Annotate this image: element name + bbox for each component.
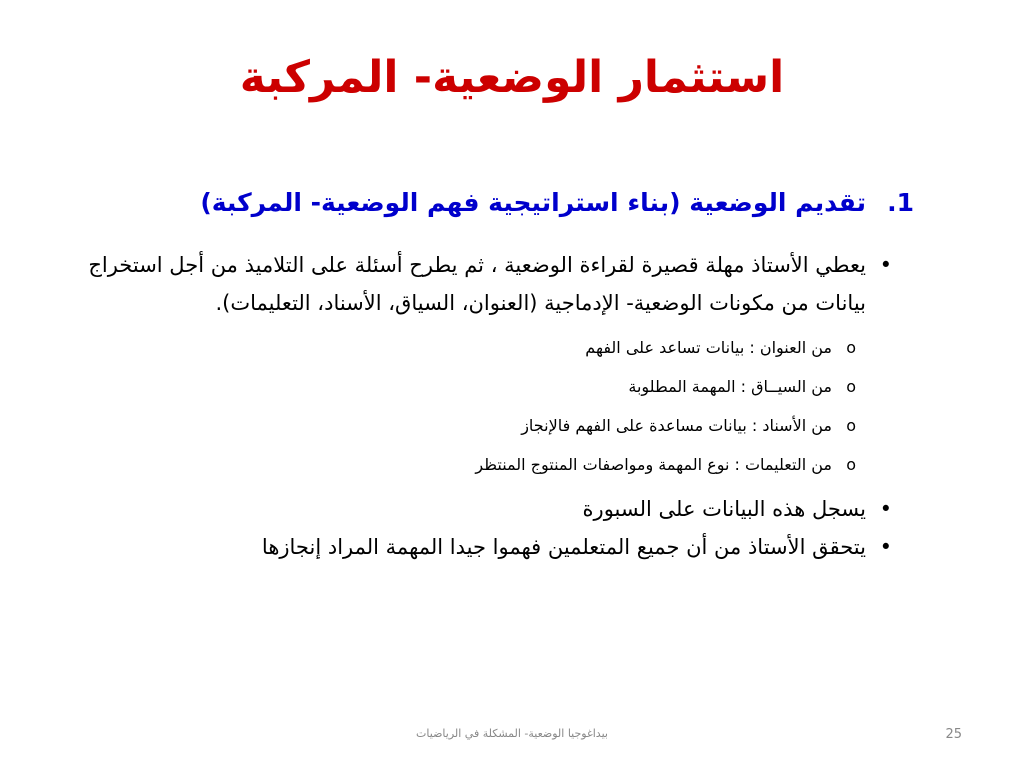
slide-title: استثمار الوضعية- المركبة (239, 52, 785, 103)
sub-bullet-item (76, 328, 856, 367)
bullet-list (76, 246, 892, 566)
bullet-marker: • (879, 253, 892, 277)
slide-footer: بيداغوجيا الوضعية- المشكلة في الرياضيات (416, 727, 608, 740)
sub-bullet-item (76, 367, 856, 406)
bullet-item (76, 490, 892, 528)
section-heading (114, 188, 914, 217)
sub-bullet-text: من الأسناد : بيانات مساعدة على الفهم فالإنجاز (521, 416, 832, 435)
sub-bullet-marker: o (846, 377, 856, 396)
bullet-text: يتحقق الأستاذ من أن جميع المتعلمين فهموا جيدا المهمة المراد إنجازها (261, 535, 866, 559)
sub-bullet-text: من التعليمات : نوع المهمة ومواصفات المنتوج المنتظر (475, 455, 832, 474)
bullet-marker: • (879, 535, 892, 559)
bullet-item (76, 528, 892, 566)
sub-bullet-marker: o (846, 455, 856, 474)
sub-bullet-item (76, 445, 856, 484)
section-heading-number: 1. (887, 188, 914, 217)
bullet-marker: • (879, 497, 892, 521)
sub-bullet-marker: o (846, 338, 856, 357)
section-heading-text: تقديم الوضعية (بناء استراتيجية فهم الوضعية- المركبة) (200, 188, 866, 217)
page-number: 25 (945, 727, 962, 742)
sub-bullet-marker: o (846, 416, 856, 435)
sub-bullet-item (76, 406, 856, 445)
bullet-item (76, 246, 892, 484)
bullet-text: يعطي الأستاذ مهلة قصيرة لقراءة الوضعية ، ثم يطرح أسئلة على التلاميذ من أجل استخراج بيانات من مكونات الوضعية- الإدماجية (العنوان، السياق، الأسناد، التعليمات). (88, 253, 866, 315)
bullet-text: يسجل هذه البيانات على السبورة (582, 497, 866, 521)
sub-bullet-text: من العنوان : بيانات تساعد على الفهم (585, 338, 832, 357)
sub-bullet-list (76, 328, 866, 484)
sub-bullet-text: من السيــاق : المهمة المطلوبة (628, 377, 832, 396)
